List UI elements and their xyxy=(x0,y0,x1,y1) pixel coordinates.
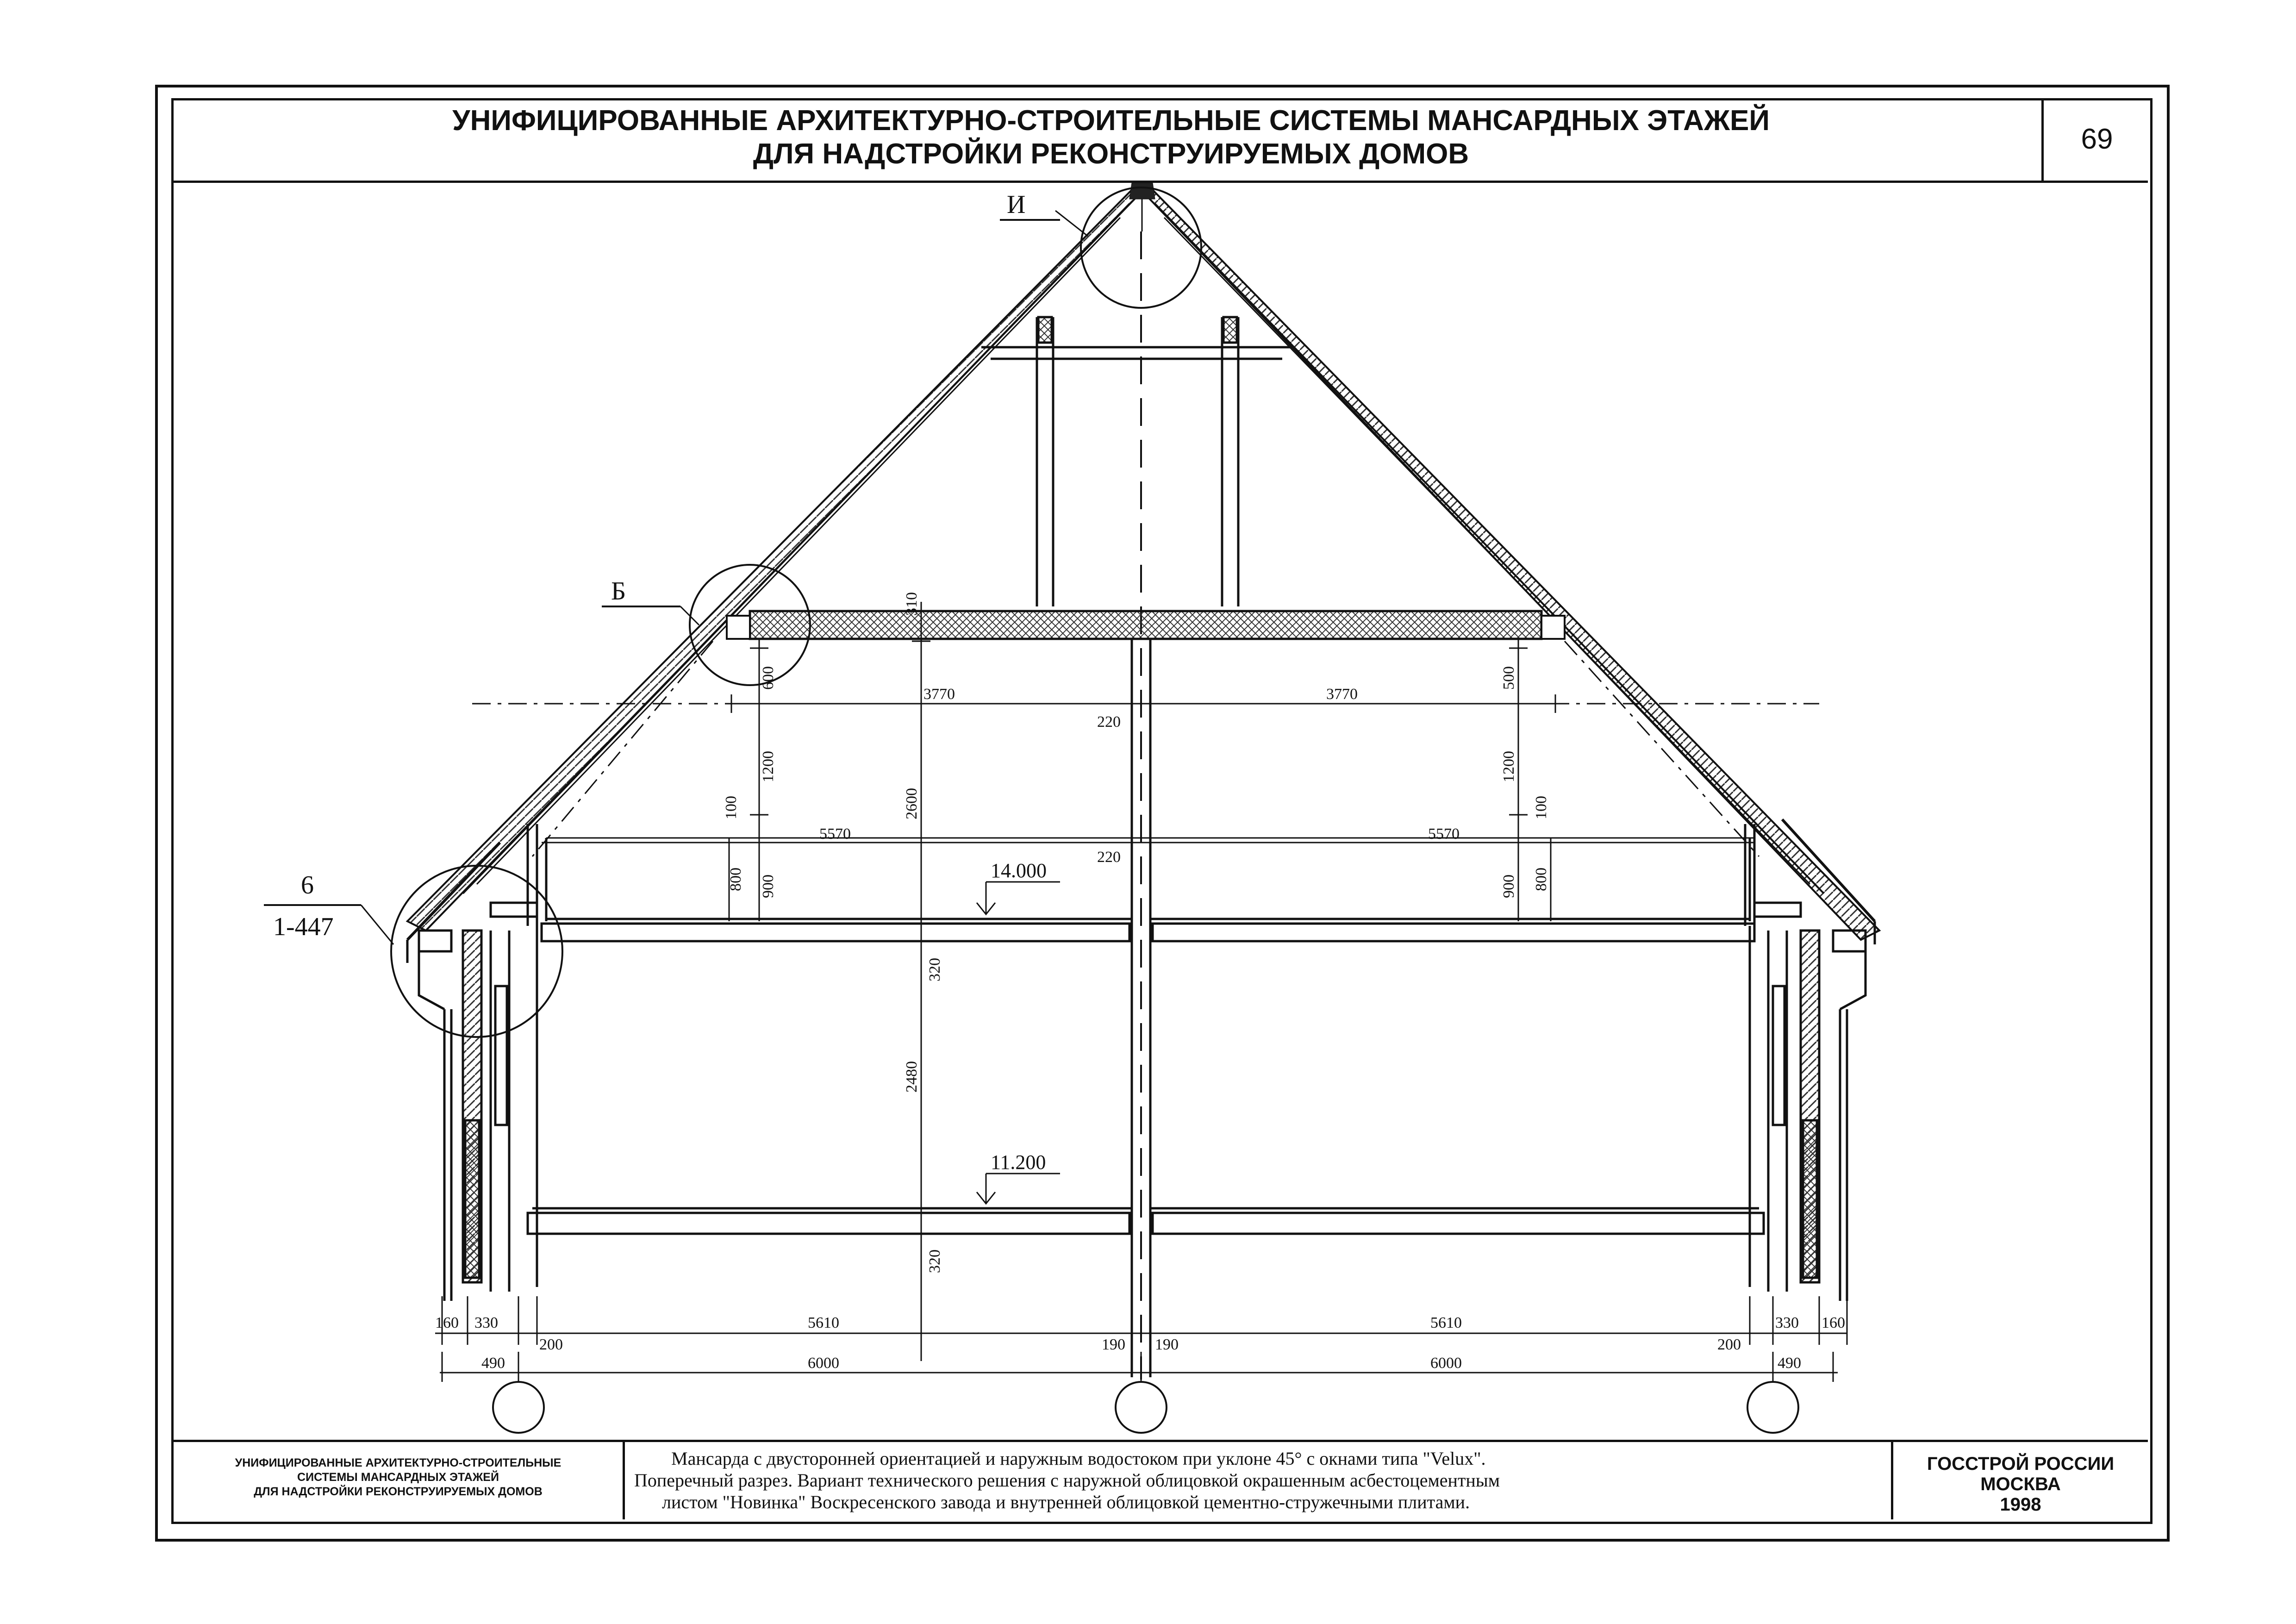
agency-city: МОСКВА xyxy=(1980,1474,2061,1494)
dim-b-190-right: 190 xyxy=(1155,1336,1179,1353)
dim-3770-left: 3770 xyxy=(923,686,955,703)
axis-bubble-center xyxy=(1116,1382,1167,1433)
callout-ref-top: 6 xyxy=(301,871,314,899)
roof-right-slope xyxy=(1136,185,1879,944)
dim-b-490-left: 490 xyxy=(481,1355,505,1372)
dim-1200-left: 1200 xyxy=(760,751,777,782)
agency-year: 1998 xyxy=(2000,1494,2041,1515)
dim-320-lower: 320 xyxy=(926,1249,943,1273)
dim-b-5610-right: 5610 xyxy=(1430,1314,1462,1331)
callout-b: Б xyxy=(611,577,626,606)
title-line-2: ДЛЯ НАДСТРОЙКИ РЕКОНСТРУИРУЕМЫХ ДОМОВ xyxy=(753,138,1469,170)
dim-5570-right: 5570 xyxy=(1428,825,1460,843)
lower-floor-slab xyxy=(528,1208,1764,1234)
level-marker-lower xyxy=(977,1174,1060,1204)
dim-b-6000-left: 6000 xyxy=(808,1355,839,1372)
caption-line-3: листом "Новинка" Воскресенского завода и внутренней облицовкой цементно-стружечными плитами. xyxy=(662,1492,1470,1512)
left-wall xyxy=(444,903,537,1301)
dim-310: 310 xyxy=(903,592,920,616)
dim-b-5610-left: 5610 xyxy=(808,1314,839,1331)
bottom-dim-row-2 xyxy=(440,1352,1838,1382)
axis-bubble-left xyxy=(493,1382,544,1433)
dim-1200-right: 1200 xyxy=(1500,751,1517,782)
dim-3770-right: 3770 xyxy=(1326,686,1358,703)
collar-tie xyxy=(981,317,1292,606)
stamp-org-line-1: УНИФИЦИРОВАННЫЕ АРХИТЕКТУРНО-СТРОИТЕЛЬНЫЕ xyxy=(235,1456,562,1469)
stamp-org-line-3: ДЛЯ НАДСТРОЙКИ РЕКОНСТРУИРУЕМЫХ ДОМОВ xyxy=(254,1485,543,1498)
stamp-divider-left xyxy=(623,1440,625,1519)
dim-b-6000-right: 6000 xyxy=(1430,1355,1462,1372)
caption-line-1: Мансарда с двусторонней ориентацией и наружным водостоком при уклоне 45° с окнами типа "Velux". xyxy=(671,1448,1486,1469)
dim-b-330-left: 330 xyxy=(474,1314,498,1331)
dim-b-190-left: 190 xyxy=(1102,1336,1125,1353)
dim-220-top: 220 xyxy=(1097,713,1121,731)
dim-900-right: 900 xyxy=(1500,874,1517,898)
level-label-upper: 14.000 xyxy=(991,859,1047,882)
dim-2600: 2600 xyxy=(903,788,920,819)
dim-800-right: 800 xyxy=(1533,868,1550,891)
title-line-1: УНИФИЦИРОВАННЫЕ АРХИТЕКТУРНО-СТРОИТЕЛЬНЫЕ СИСТЕМЫ МАНСАРДНЫХ ЭТАЖЕЙ xyxy=(452,105,1770,137)
caption-line-2: Поперечный разрез. Вариант технического решения с наружной облицовкой окрашенным асбестоцементным xyxy=(634,1470,1500,1491)
callout-i: И xyxy=(1007,190,1026,219)
dim-600: 600 xyxy=(760,666,777,690)
dim-5570-left: 5570 xyxy=(819,825,851,843)
dim-line-3770 xyxy=(727,694,1565,713)
dim-900-left: 900 xyxy=(760,874,777,898)
dim-220-mid: 220 xyxy=(1097,849,1121,866)
callout-ref-bottom: 1-447 xyxy=(273,912,334,941)
dim-500: 500 xyxy=(1500,666,1517,690)
dim-b-330-right: 330 xyxy=(1775,1314,1799,1331)
stamp-caption xyxy=(634,1448,1884,1513)
axis-bubble-right xyxy=(1747,1382,1798,1433)
agency-name: ГОССТРОЙ РОССИИ xyxy=(1927,1454,2115,1474)
dim-800-left: 800 xyxy=(727,868,744,891)
dim-b-490-right: 490 xyxy=(1778,1355,1801,1372)
dim-b-200-right: 200 xyxy=(1717,1336,1741,1353)
dim-320-upper: 320 xyxy=(926,958,943,981)
dim-100-right: 100 xyxy=(1533,796,1550,819)
stamp-divider-right xyxy=(1891,1440,1893,1519)
level-marker-upper xyxy=(977,882,1060,914)
right-gutter xyxy=(1833,931,1866,1009)
stamp-org-line-2: СИСТЕМЫ МАНСАРДНЫХ ЭТАЖЕЙ xyxy=(297,1471,499,1484)
attic-ceiling-slab xyxy=(727,611,1565,639)
dim-b-160-right: 160 xyxy=(1822,1314,1845,1331)
stamp-organization xyxy=(176,1456,620,1499)
dim-100-left: 100 xyxy=(723,796,740,819)
sheet-number: 69 xyxy=(2041,98,2150,181)
stamp-agency xyxy=(1896,1454,2146,1515)
dim-2480: 2480 xyxy=(903,1061,920,1093)
attic-floor-slab xyxy=(542,838,1754,941)
dim-b-200-left: 200 xyxy=(539,1336,563,1353)
dim-b-160-left: 160 xyxy=(435,1314,459,1331)
level-label-lower: 11.200 xyxy=(991,1151,1046,1174)
